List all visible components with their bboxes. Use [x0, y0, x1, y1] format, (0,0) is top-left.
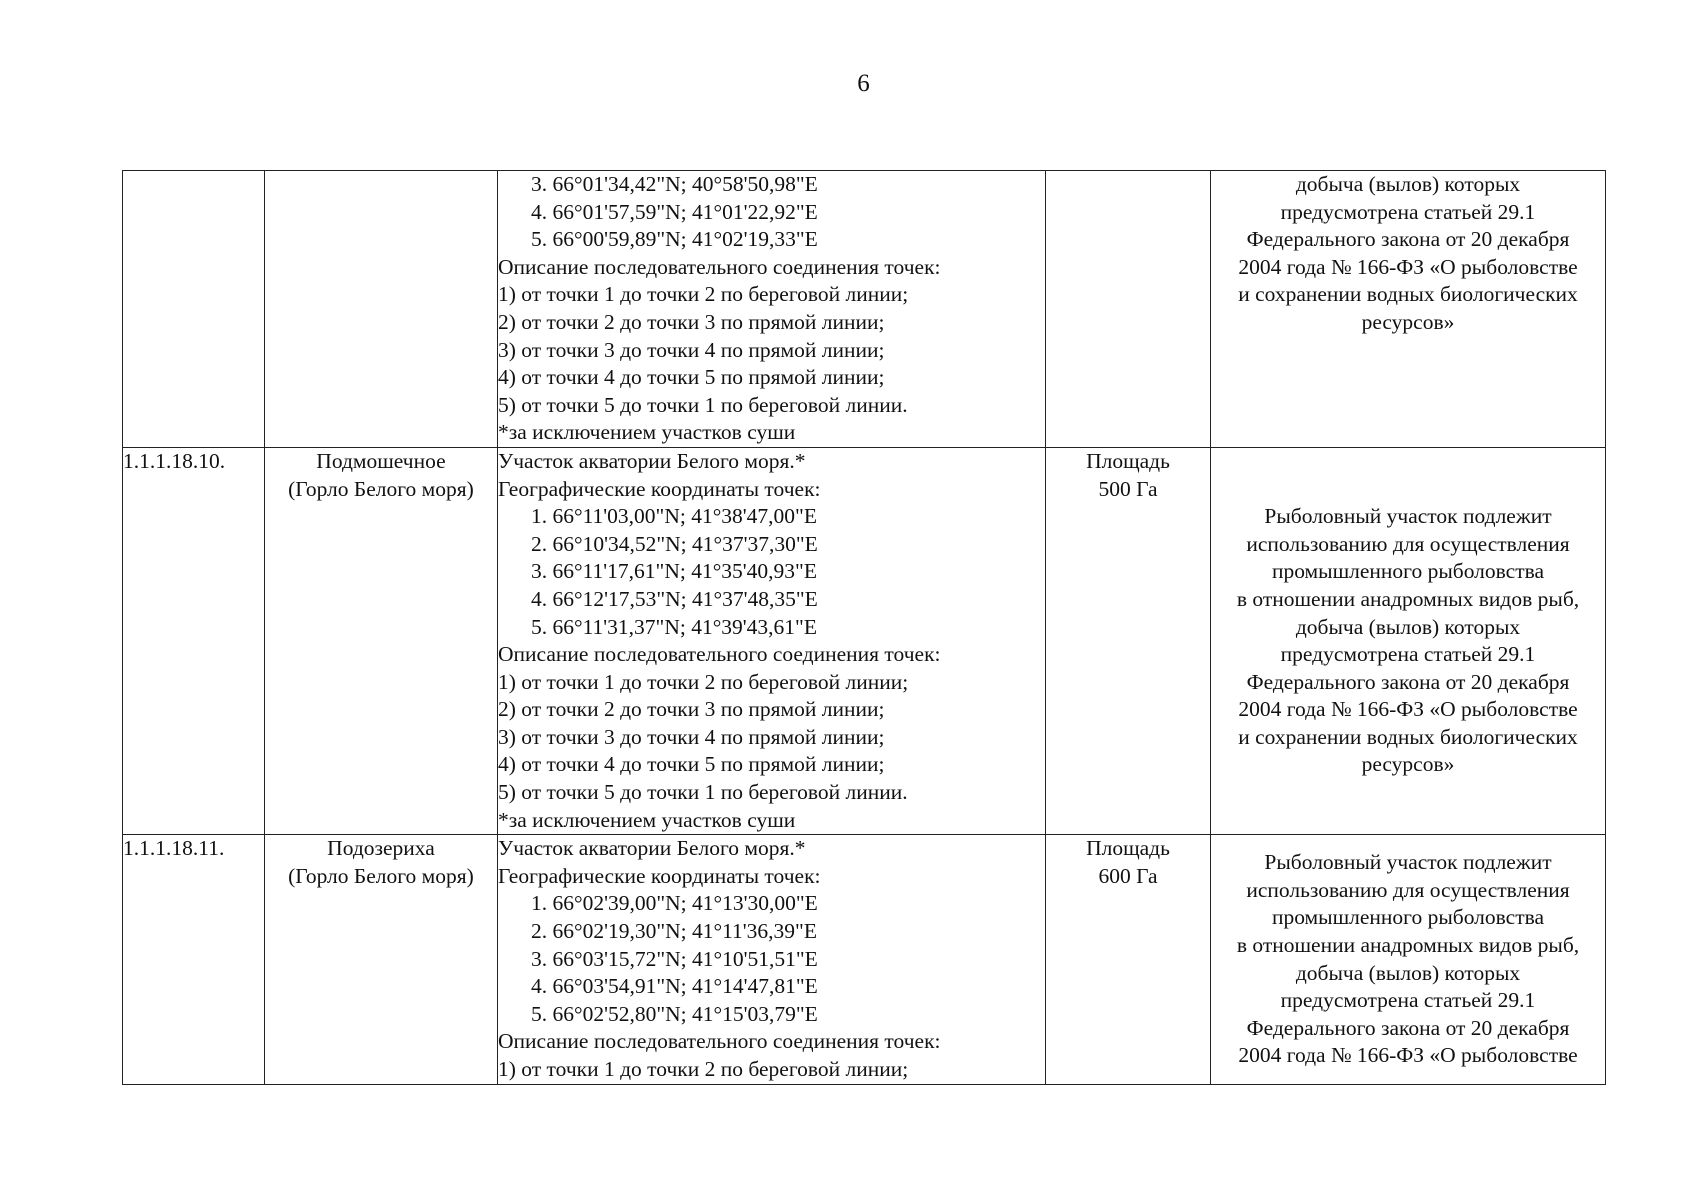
coordinate-item: 2. 66°10'34,52"N; 41°37'37,30"E	[531, 531, 818, 556]
coordinate-item: 1. 66°11'03,00"N; 41°38'47,00"E	[531, 504, 817, 529]
purpose-line: и сохранении водных биологических	[1238, 282, 1578, 307]
area-size-cell	[1046, 447, 1211, 834]
area-label: Площадь	[1086, 448, 1170, 473]
area-intro-line: Географические координаты точек:	[498, 476, 821, 501]
purpose-line: Федерального закона от 20 декабря	[1246, 1015, 1570, 1040]
area-name-cell	[265, 171, 498, 448]
coordinate-item: 4. 66°01'57,59"N; 41°01'22,92"E	[531, 199, 818, 224]
area-value: 500 Га	[1098, 476, 1158, 501]
connection-line: Описание последовательного соединения точек:	[498, 254, 941, 279]
purpose-line: 2004 года № 166-ФЗ «О рыболовстве	[1238, 254, 1578, 279]
purpose-line: добыча (вылов) которых	[1295, 614, 1521, 639]
connection-line: 2) от точки 2 до точки 3 по прямой линии;	[498, 309, 885, 334]
connection-line: 2) от точки 2 до точки 3 по прямой линии;	[498, 697, 885, 722]
row-number-cell: 1.1.1.18.11.	[123, 835, 265, 1084]
connection-line: 4) от точки 4 до точки 5 по прямой линии;	[498, 365, 885, 390]
connection-line: 5) от точки 5 до точки 1 по береговой линии.	[498, 780, 908, 805]
row-number-cell	[123, 171, 265, 448]
purpose-line: предусмотрена статьей 29.1	[1280, 642, 1536, 667]
area-name: Подмошечное	[316, 448, 446, 473]
connection-line: 3) от точки 3 до точки 4 по прямой линии;	[498, 337, 885, 362]
coordinate-item: 5. 66°02'52,80"N; 41°15'03,79"E	[531, 1001, 818, 1026]
purpose-line: Рыболовный участок подлежит	[1264, 504, 1552, 529]
area-name: Подозериха	[327, 836, 435, 861]
area-region: (Горло Белого моря)	[288, 863, 474, 888]
purpose-line: промышленного рыболовства	[1271, 905, 1545, 930]
coordinate-item: 3. 66°11'17,61"N; 41°35'40,93"E	[531, 559, 817, 584]
purpose-line: Федерального закона от 20 декабря	[1246, 227, 1570, 252]
fishing-areas-table	[122, 170, 1606, 1085]
table-row	[123, 171, 1606, 448]
coordinate-item: 2. 66°02'19,30"N; 41°11'36,39"E	[531, 919, 817, 944]
purpose-line: промышленного рыболовства	[1271, 559, 1545, 584]
area-size-cell	[1046, 171, 1211, 448]
purpose-line: 2004 года № 166-ФЗ «О рыболовстве	[1238, 697, 1578, 722]
area-name-cell	[265, 835, 498, 1084]
table-row	[123, 835, 1606, 1084]
connection-line: 1) от точки 1 до точки 2 по береговой линии;	[498, 1057, 909, 1081]
connection-line: 4) от точки 4 до точки 5 по прямой линии;	[498, 752, 885, 777]
purpose-line: ресурсов»	[1361, 752, 1455, 777]
coordinate-item: 3. 66°03'15,72"N; 41°10'51,51"E	[531, 946, 818, 971]
coordinate-item: 5. 66°00'59,89"N; 41°02'19,33"E	[531, 227, 818, 252]
connection-line: Описание последовательного соединения точек:	[498, 642, 941, 667]
coordinate-item: 1. 66°02'39,00"N; 41°13'30,00"E	[531, 891, 818, 916]
connection-line: 1) от точки 1 до точки 2 по береговой линии;	[498, 282, 909, 307]
table-row	[123, 447, 1606, 834]
area-size-cell	[1046, 835, 1211, 1084]
purpose-cell	[1211, 835, 1606, 1084]
area-description-cell	[498, 835, 1046, 1084]
connection-line: Описание последовательного соединения точек:	[498, 1029, 941, 1054]
connection-line: 1) от точки 1 до точки 2 по береговой линии;	[498, 669, 909, 694]
footnote: *за исключением участков суши	[498, 420, 796, 445]
coordinate-item: 4. 66°03'54,91"N; 41°14'47,81"E	[531, 974, 818, 999]
footnote: *за исключением участков суши	[498, 807, 796, 832]
purpose-line: предусмотрена статьей 29.1	[1280, 988, 1536, 1013]
purpose-line: Рыболовный участок подлежит	[1264, 850, 1552, 875]
area-intro-line: Участок акватории Белого моря.*	[498, 836, 806, 861]
purpose-line: добыча (вылов) которых	[1295, 960, 1521, 985]
purpose-line: и сохранении водных биологических	[1238, 724, 1578, 749]
connection-line: 5) от точки 5 до точки 1 по береговой линии.	[498, 392, 908, 417]
purpose-line: в отношении анадромных видов рыб,	[1236, 586, 1580, 611]
coordinate-item: 4. 66°12'17,53"N; 41°37'48,35"E	[531, 586, 818, 611]
purpose-line: использованию для осуществления	[1246, 531, 1570, 556]
area-intro-line: Участок акватории Белого моря.*	[498, 448, 806, 473]
area-description-cell	[498, 171, 1046, 448]
coordinate-item: 5. 66°11'31,37"N; 41°39'43,61"E	[531, 614, 817, 639]
area-value: 600 Га	[1098, 863, 1158, 888]
purpose-line: предусмотрена статьей 29.1	[1280, 199, 1536, 224]
page-number: 6	[857, 70, 870, 97]
purpose-line: использованию для осуществления	[1246, 877, 1570, 902]
connection-line: 3) от точки 3 до точки 4 по прямой линии;	[498, 724, 885, 749]
purpose-cell	[1211, 171, 1606, 448]
purpose-line: в отношении анадромных видов рыб,	[1236, 933, 1580, 958]
area-intro-line: Географические координаты точек:	[498, 863, 821, 888]
area-label: Площадь	[1086, 836, 1170, 861]
row-number-cell: 1.1.1.18.10.	[123, 447, 265, 834]
coordinate-item: 3. 66°01'34,42"N; 40°58'50,98"E	[531, 172, 818, 196]
area-name-cell	[265, 447, 498, 834]
area-region: (Горло Белого моря)	[288, 476, 474, 501]
purpose-cell	[1211, 447, 1606, 834]
purpose-line: ресурсов»	[1361, 309, 1455, 334]
purpose-line: 2004 года № 166-ФЗ «О рыболовстве	[1238, 1043, 1578, 1068]
area-description-cell	[498, 447, 1046, 834]
purpose-line: добыча (вылов) которых	[1295, 172, 1521, 196]
purpose-line: Федерального закона от 20 декабря	[1246, 669, 1570, 694]
